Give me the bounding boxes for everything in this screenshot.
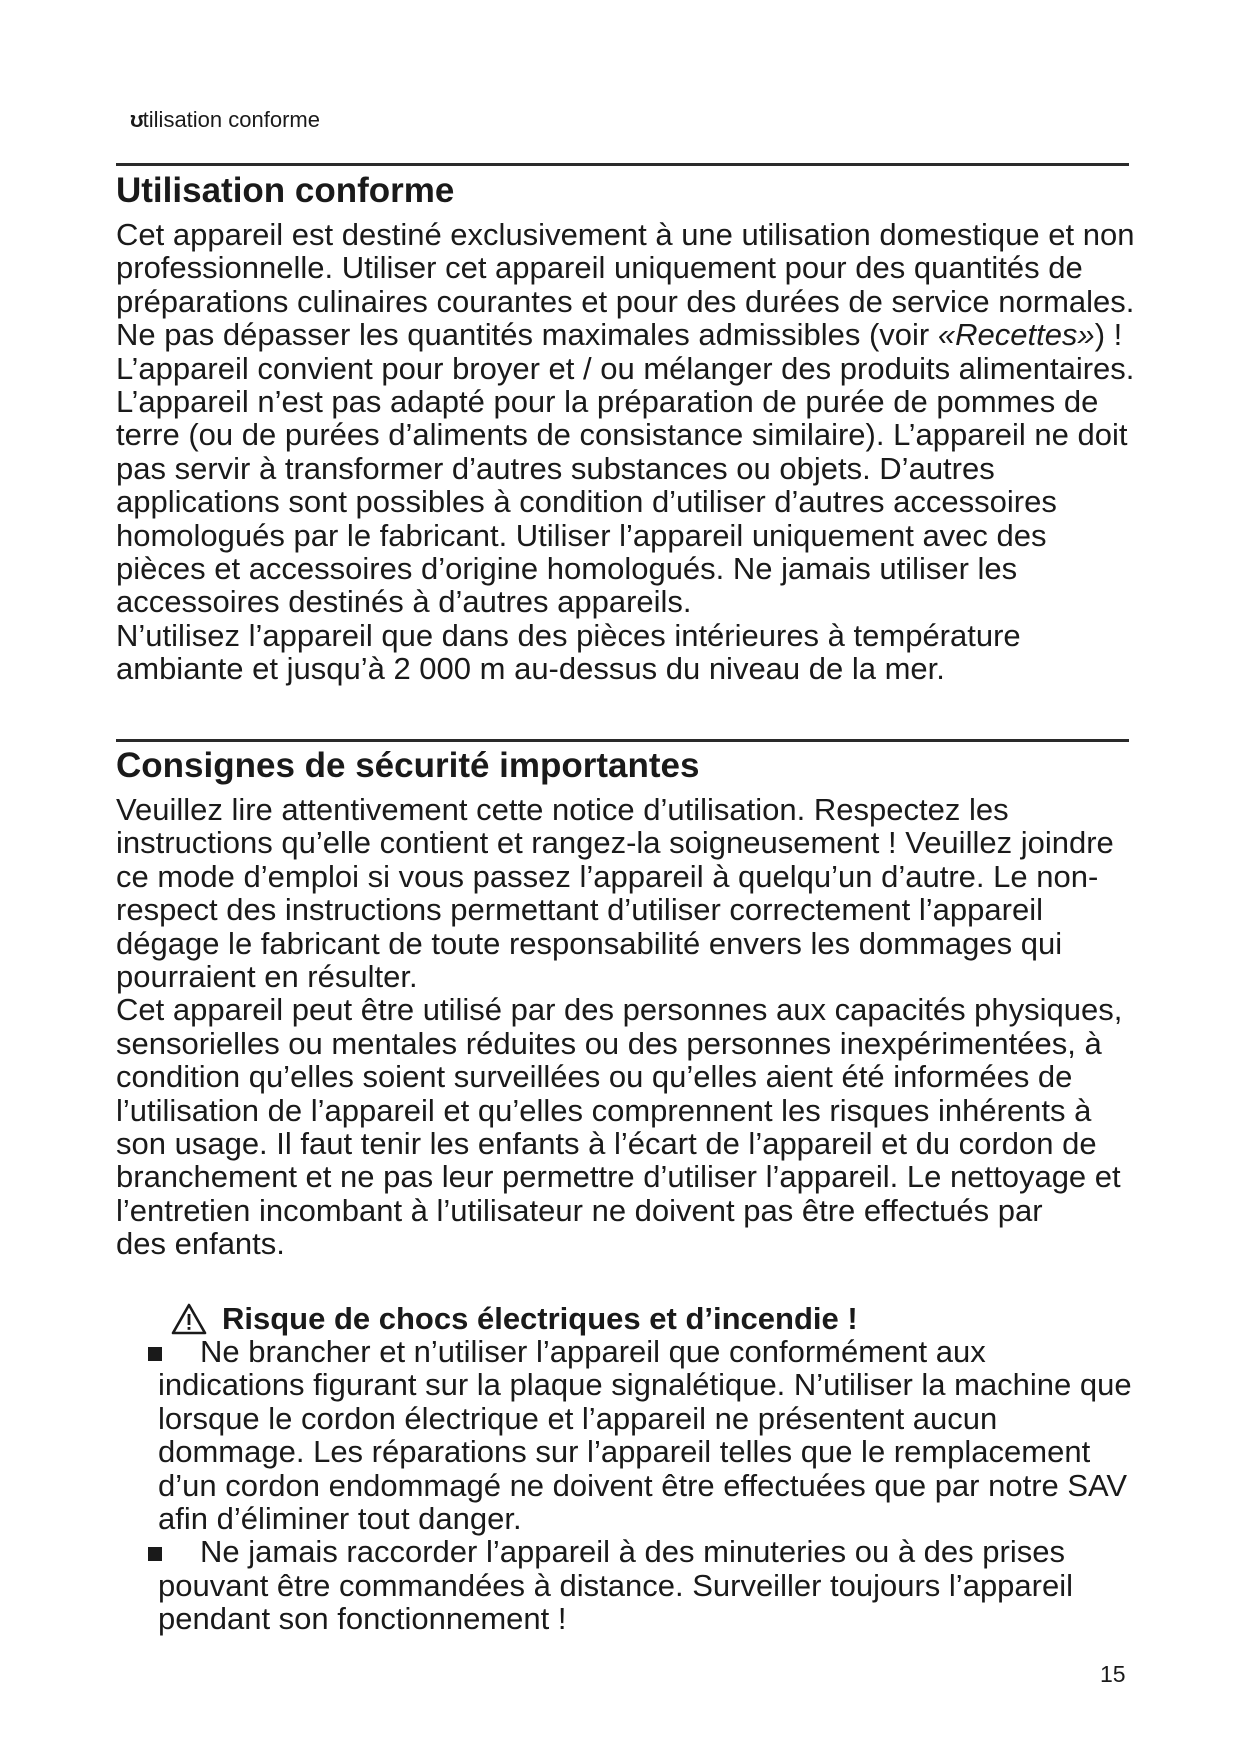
header-marker: ʊ	[130, 107, 142, 132]
warning-title: Risque de chocs électriques et d’incendie !	[222, 1301, 858, 1336]
section-body-safety	[116, 793, 1136, 1261]
section-title-safety: Consignes de sécurité importantes	[116, 746, 700, 785]
running-title: tilisation conforme	[142, 107, 320, 132]
paragraph	[116, 218, 1136, 619]
list-item-first-line: Ne jamais raccorder l’appareil à des minuteries ou à des prises	[200, 1534, 1065, 1570]
running-header	[130, 106, 320, 134]
paragraph	[116, 993, 1136, 1260]
recipes-reference: «Recettes»	[937, 317, 1095, 353]
paragraph-text: des enfants.	[116, 1226, 285, 1262]
paragraph-text: ) ! L’appareil convient pour broyer et / ou mélanger des produits alimentaires. L’appareil n’est pas adapté pour la préparation de purée de pommes de terre (ou de purées d’aliments de consistance similaire). L’appareil ne doit pas servir à transformer d’autres substances ou objets. D’autres applications sont possibles à condition d’utiliser d’autres accessoires homologués par le fabricant. Utiliser l’appareil uniquement avec des pièces et accessoires d’origine homologués. Ne jamais utiliser les accessoires destinés à d’autres appareils.	[116, 317, 1135, 620]
paragraph-text: Cet appareil peut être utilisé par des personnes aux capacités physiques, sensorielles ou mentales réduites ou des personnes inexpérimentées, à condition qu’elles soient surveillées ou qu’elles aient été informées de l’utilisation de l’appareil et qu’elles comprennent les risques inhérents à son usage. Il faut tenir les enfants à l’écart de l’appareil et du cordon de branchement et ne pas leur permettre d’utiliser l’appareil. Le nettoyage et l’entretien incombant à l’utilisateur ne doivent pas être effectués par	[116, 992, 1123, 1228]
paragraph: Veuillez lire attentivement cette notice d’utilisation. Respectez les instructions qu’elle contient et rangez-la soigneusement ! Veuillez joindre ce mode d’emploi si vous passez l’appareil à quelqu’un d’autre. Le non-respect des instructions permettant d’utiliser correctement l’appareil dégage le fabricant de toute responsabilité envers les dommages qui pourraient en résulter.	[116, 792, 1114, 995]
warning-triangle-icon	[170, 1302, 208, 1336]
bullet-square-icon	[148, 1547, 162, 1561]
list-item-text: indications figurant sur la plaque signalétique. N’utiliser la machine que lorsque le cordon électrique et l’appareil ne présentent aucun dommage. Les réparations sur l’appareil telles que le remplacement d’un cordon endommagé ne doivent être effectuées que par notre SAV afin d’éliminer tout danger.	[158, 1367, 1132, 1537]
list-item	[144, 1335, 1144, 1535]
page-number: 15	[1100, 1661, 1126, 1687]
list-item	[144, 1535, 1144, 1635]
bullet-square-icon	[148, 1347, 162, 1361]
section-title-utilisation: Utilisation conforme	[116, 171, 455, 210]
section-body-utilisation	[116, 218, 1136, 686]
paragraph: N’utilisez l’appareil que dans des pièces intérieures à température ambiante et jusqu’à 2 000 m au-dessus du niveau de la mer.	[116, 617, 1021, 687]
list-item-text: pouvant être commandées à distance. Surveiller toujours l’appareil pendant son fonctionnement !	[158, 1567, 1073, 1637]
paragraph-text: Cet appareil est destiné exclusivement à une utilisation domestique et non professionnelle. Utiliser cet appareil uniquement pour des quantités de préparations culinaires courantes et pour des durées de service normales. Ne pas dépasser les quantités maximales admissibles (voir	[116, 217, 1135, 353]
section-divider	[116, 163, 1129, 166]
warning-list	[144, 1335, 1144, 1636]
section-divider	[116, 739, 1129, 742]
list-item-first-line: Ne brancher et n’utiliser l’appareil que conformément aux	[200, 1334, 986, 1369]
warning-heading	[170, 1302, 858, 1336]
